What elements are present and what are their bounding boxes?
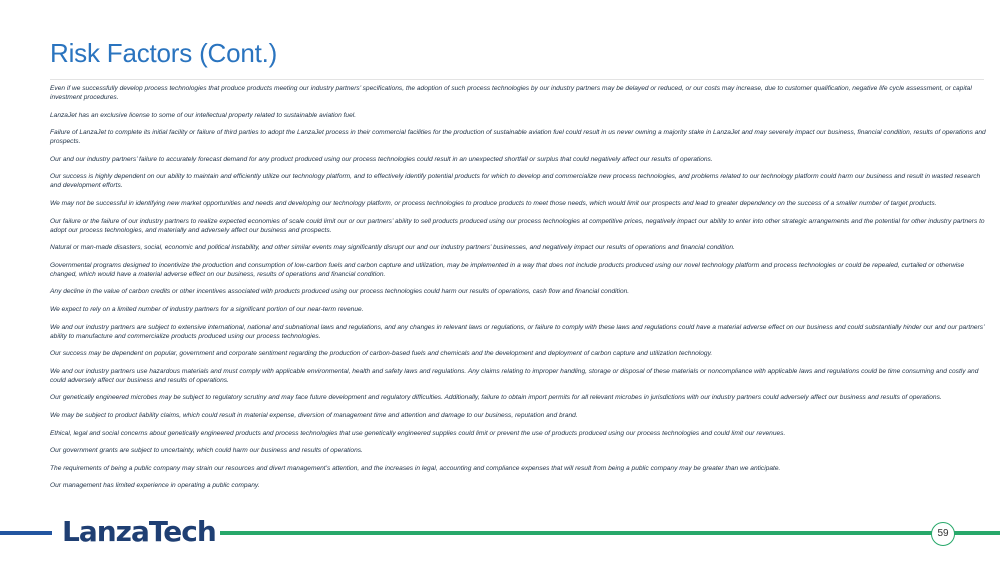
page-title: Risk Factors (Cont.): [50, 38, 278, 68]
risk-paragraph: We may not be successful in identifying new market opportunities and needs and developing our technology platform, or process technologies to produce products to meet those needs, which would limit our prospects and lead to greater dependency on the success of a smaller number of target products.: [50, 199, 937, 207]
risk-paragraph: The requirements of being a public company may strain our resources and divert management’s attention, and the increases in legal, accounting and compliance expenses that will result from being a public company may be greater than we anticipate.: [50, 464, 781, 472]
risk-paragraph: Failure of LanzaJet to complete its initial facility or failure of third parties to adopt the LanzaJet process in their commercial facilities for the production of sustainable aviation fuel could result in us never owning a majority stake in LanzaJet and may severely impact our business, financial condition, results of operations and prospects.: [50, 129, 986, 146]
risk-paragraph: Even if we successfully develop process technologies that produce products meeting our industry partners’ specifications, the adoption of such process technologies by our industry partners may be delayed or reduced, or our costs may increase, due to customer qualification, negative life cycle assessment, or capital investment procedures.: [50, 85, 972, 101]
risk-paragraph: We expect to rely on a limited number of industry partners for a significant portion of our near-term revenue.: [50, 305, 364, 313]
risk-paragraph: We and our industry partners are subject to extensive international, national and subnational laws and regulations, and any changes in relevant laws or regulations, or failure to comply with these laws and regulations could have a material adverse effect on our business and could substantially hinder our and our partners’ ability to manufacture and commercialize products produced using our process technologies.: [50, 323, 985, 340]
company-logo: LanzaTech: [58, 514, 220, 550]
risk-paragraph: Our failure or the failure of our industry partners to realize expected economies of scale could limit our or our partners’ ability to sell products produced using our process technologies at competitive prices, negatively impact our ability to enter into other strategic arrangements and the potential for other industry partners to adopt our process technologies, and materially and adversely affect our business and prospects.: [50, 217, 985, 234]
page-number-badge: 59: [931, 522, 955, 546]
risk-paragraph: Our and our industry partners’ failure to accurately forecast demand for any product produced using our process technologies could result in an unexpected shortfall or surplus that could negatively affect our results of operations.: [50, 155, 713, 163]
risk-paragraph: LanzaJet has an exclusive license to some of our intellectual property related to sustainable aviation fuel.: [50, 111, 357, 119]
risk-paragraph: Governmental programs designed to incentivize the production and consumption of low-carbon fuels and carbon capture and utilization, may be implemented in a way that does not include products produced using our novel technology platform and process technologies or could be repealed, curtailed or otherwise changed, which would have a material adverse effect on our business, results of operations and financial condition.: [50, 261, 965, 278]
footer-bar-blue: [0, 531, 52, 535]
title-divider: [50, 79, 984, 80]
risk-factor-list: [50, 84, 987, 499]
footer-bar-green: [220, 531, 1000, 535]
risk-paragraph: Our success is highly dependent on our ability to maintain and efficiently utilize our technology platform, and to effectively identify potential products for which to develop and commercialize new process technologies, and problems related to our technology platform could harm our business and result in wasted research and development efforts.: [50, 173, 981, 190]
risk-paragraph: Our success may be dependent on popular, government and corporate sentiment regarding the production of carbon-based fuels and chemicals and the development and deployment of carbon capture and utilization technology.: [50, 350, 713, 358]
risk-paragraph: Our management has limited experience in operating a public company.: [50, 482, 260, 490]
risk-paragraph: Our government grants are subject to uncertainty, which could harm our business and results of operations.: [50, 447, 363, 455]
risk-paragraph: We and our industry partners use hazardous materials and must comply with applicable environmental, health and safety laws and regulations. Any claims relating to improper handling, storage or disposal of these materials or noncompliance with applicable laws and regulations could be time consuming and costly and could adversely affect our business and results of operations.: [50, 367, 979, 384]
risk-paragraph: Any decline in the value of carbon credits or other incentives associated with products produced using our process technologies could harm our results of operations, cash flow and financial condition.: [50, 288, 630, 296]
risk-paragraph: Ethical, legal and social concerns about genetically engineered products and process technologies that use genetically engineered supplies could limit or prevent the use of products produced using our process technologies and could limit our revenues.: [50, 429, 786, 437]
risk-paragraph: Natural or man-made disasters, social, economic and political instability, and other similar events may significantly disrupt our and our industry partners’ businesses, and negatively impact our results of operations and financial condition.: [50, 244, 735, 252]
risk-paragraph: Our genetically engineered microbes may be subject to regulatory scrutiny and may face future development and regulatory difficulties. Additionally, failure to obtain import permits for all relevant microbes in jurisdictions with our industry partners could adversely affect our business and results of operations.: [50, 394, 942, 402]
risk-paragraph: We may be subject to product liability claims, which could result in material expense, diversion of management time and attention and damage to our business, reputation and brand.: [50, 411, 578, 419]
